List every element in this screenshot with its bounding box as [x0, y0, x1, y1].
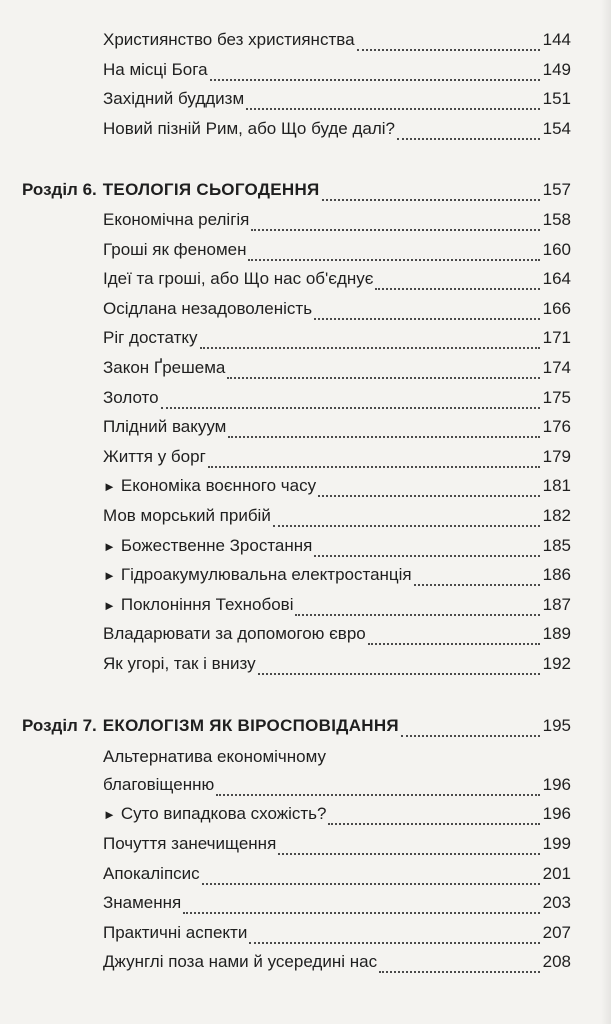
toc-entry [0, 60, 611, 88]
chapter-heading [22, 180, 320, 200]
toc-page-number: 208 [542, 952, 571, 972]
dot-leader [248, 259, 539, 261]
toc-page-number: 201 [542, 863, 571, 883]
dot-leader [375, 288, 539, 290]
dot-leader [401, 735, 540, 737]
toc-entry [0, 624, 611, 652]
dot-leader [379, 971, 540, 973]
toc-entry-title: Золото [103, 387, 159, 407]
toc-entry-title: Християнство без християнства [103, 30, 355, 49]
toc-page-number: 176 [542, 417, 571, 437]
toc-entry-title: Мов морський прибій [103, 506, 271, 525]
dot-leader [322, 199, 540, 201]
toc-entry [0, 447, 611, 475]
toc-entry-title: Знамення [103, 893, 182, 913]
toc-page-number: 174 [542, 358, 571, 377]
toc-page-number: 154 [542, 118, 571, 138]
dot-leader [228, 436, 539, 438]
subsection-arrow-icon: ► [103, 807, 116, 823]
toc-entry-title: ► Божественне Зростання [103, 535, 313, 555]
toc-entry [0, 654, 611, 682]
toc-entry-title: Практичні аспекти [103, 922, 248, 942]
chapter-heading [22, 716, 399, 736]
toc-page-number: 179 [542, 446, 571, 466]
toc-entry [0, 834, 611, 862]
toc-entry-title: Життя у борг [103, 446, 206, 466]
chapter-7-row [0, 716, 611, 744]
toc-entry-title: Осідлана незадоволеність [103, 298, 313, 318]
toc-entry-title: Як угорі, так і внизу [103, 654, 256, 673]
toc-page-number: 144 [542, 30, 571, 49]
toc-entry [0, 952, 611, 980]
toc-page-number: 196 [542, 774, 571, 794]
toc-entry-title: Джунглі поза нами й усередині нас [103, 952, 378, 972]
toc-entry [0, 804, 611, 832]
toc-entry-title: ► Поклоніння Технобові [103, 594, 294, 614]
toc-page-number: 189 [542, 624, 571, 644]
dot-leader [368, 643, 540, 645]
dot-leader [357, 49, 540, 51]
toc-page-number: 166 [542, 298, 571, 318]
toc-entry-title: Закон Ґрешема [103, 358, 226, 377]
toc-entry-title: Економічна релігія [103, 210, 250, 229]
toc-entry-title: ► Гідроакумулювальна електростанція [103, 565, 412, 585]
dot-leader [328, 823, 539, 825]
toc-entry [0, 775, 611, 803]
toc-page-number: 149 [542, 59, 571, 79]
toc-page-number: 160 [542, 239, 571, 259]
toc-entry [0, 210, 611, 238]
dot-leader [295, 614, 539, 616]
toc-page-number: 207 [542, 922, 571, 942]
dot-leader [249, 942, 539, 944]
toc-page-number: 199 [542, 834, 571, 853]
toc-entry-title: Західний буддизм [103, 89, 245, 109]
toc-page-number: 196 [542, 804, 571, 824]
chapter-number: Розділ 6. [22, 180, 97, 200]
dot-leader [183, 912, 539, 914]
toc-page-number: 171 [542, 328, 571, 348]
toc-entry-title: Апокаліпсис [103, 863, 200, 883]
dot-leader [161, 407, 540, 409]
toc-entry-title-line: Альтернатива економічному [103, 747, 326, 767]
dot-leader [314, 318, 540, 320]
toc-entry [0, 299, 611, 327]
chapter-6-row [0, 180, 611, 208]
toc-entry [0, 565, 611, 593]
subsection-arrow-icon: ► [103, 538, 116, 554]
toc-entry [0, 119, 611, 147]
dot-leader [200, 347, 540, 349]
toc-page-number: 182 [542, 506, 571, 525]
toc-entry-title: Новий пізній Рим, або Що буде далі? [103, 118, 396, 138]
toc-entry [0, 595, 611, 623]
toc-entry [0, 269, 611, 297]
toc-page-number: 164 [542, 269, 571, 289]
dot-leader [278, 853, 539, 855]
dot-leader [202, 883, 540, 885]
toc-entry-title: ► Суто випадкова схожість? [103, 804, 327, 824]
toc-entry-title: ► Економіка воєнного часу [103, 476, 317, 496]
toc-entry [0, 923, 611, 951]
toc-entry-title: Гроші як феномен [103, 239, 247, 259]
dot-leader [414, 584, 540, 586]
dot-leader [318, 495, 540, 497]
toc-page-number: 185 [542, 535, 571, 555]
dot-leader [246, 108, 539, 110]
dot-leader [208, 466, 540, 468]
toc-entry [0, 89, 611, 117]
dot-leader [314, 555, 539, 557]
dot-leader [251, 229, 539, 231]
toc-page-number: 181 [542, 476, 571, 496]
chapter-page-number: 195 [542, 715, 571, 735]
toc-entry [0, 476, 611, 504]
toc-entry-title: Почуття занечищення [103, 834, 277, 853]
toc-entry [0, 417, 611, 445]
subsection-arrow-icon: ► [103, 479, 116, 495]
chapter-title: ЕКОЛОГІЗМ ЯК ВІРОСПОВІДАННЯ [102, 715, 399, 735]
toc-entry [0, 506, 611, 534]
toc-page-number: 203 [542, 893, 571, 913]
toc-page-number: 192 [542, 654, 571, 673]
toc-page-number: 186 [542, 565, 571, 585]
toc-entry [0, 328, 611, 356]
toc-entry [0, 388, 611, 416]
dot-leader [210, 79, 540, 81]
dot-leader [216, 794, 539, 796]
chapter-title: ТЕОЛОГІЯ СЬОГОДЕННЯ [102, 180, 320, 200]
chapter-page-number: 157 [542, 180, 571, 200]
toc-page-number: 175 [542, 387, 571, 407]
toc-entry-title: благовіщенню [103, 774, 215, 794]
subsection-arrow-icon: ► [103, 568, 116, 584]
toc-page-number: 158 [542, 210, 571, 229]
toc-entry-title: На місці Бога [103, 59, 208, 79]
chapter-number: Розділ 7. [22, 715, 97, 735]
toc-entry-title: Владарювати за допомогою євро [103, 624, 366, 644]
toc-entry [0, 240, 611, 268]
toc-page-number: 187 [542, 594, 571, 614]
toc-entry [0, 864, 611, 892]
toc-page-number: 151 [542, 89, 571, 109]
toc-entry [0, 30, 611, 58]
toc-entry-title: Ріг достатку [103, 328, 198, 348]
toc-entry [0, 358, 611, 386]
dot-leader [273, 525, 540, 527]
toc-entry-title: Плідний вакуум [103, 417, 227, 437]
dot-leader [397, 138, 540, 140]
dot-leader [227, 377, 539, 379]
subsection-arrow-icon: ► [103, 597, 116, 613]
toc-entry [0, 893, 611, 921]
toc-entry-title: Ідеї та гроші, або Що нас об'єднує [103, 269, 374, 289]
dot-leader [258, 673, 540, 675]
toc-entry [0, 536, 611, 564]
